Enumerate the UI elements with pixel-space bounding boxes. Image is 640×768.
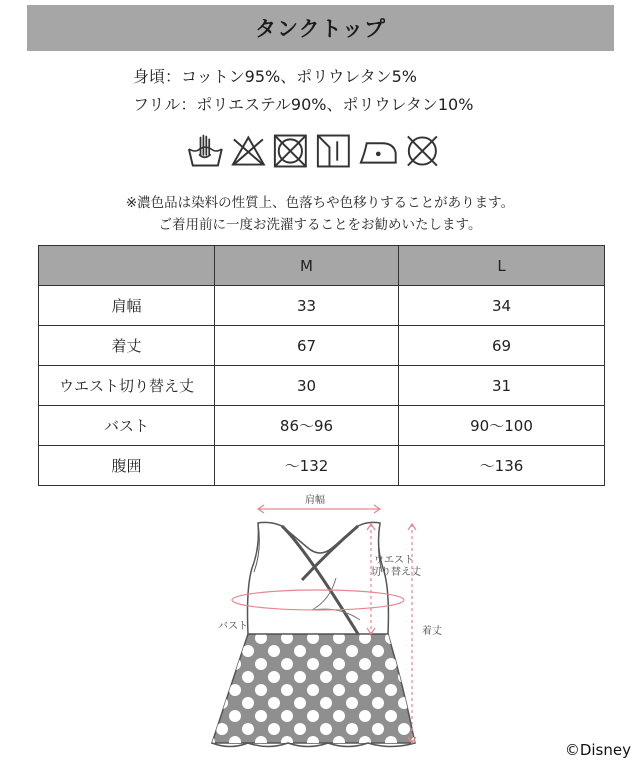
cell-l: 69	[399, 326, 605, 366]
size-table-header	[39, 246, 605, 286]
bust-label: バスト	[218, 621, 248, 632]
no-chlorine-bleach-icon	[229, 131, 268, 171]
cell-m: 33	[215, 286, 399, 326]
care-note-1: ※濃色品は染料の性質上、色落ちや色移りすることがあります。	[125, 195, 515, 211]
row-label: 着丈	[39, 326, 215, 366]
row-label: バスト	[39, 406, 215, 446]
material-frill: フリル：ポリエステル90%、ポリウレタン10%	[133, 95, 474, 114]
bodice-shape	[248, 522, 389, 634]
cell-m: 67	[215, 326, 399, 366]
header-size-l: L	[399, 246, 605, 286]
hand-wash-icon	[186, 131, 225, 171]
no-tumble-dry-icon	[271, 131, 310, 171]
care-icons	[186, 128, 442, 174]
no-dry-clean-icon	[403, 131, 442, 171]
table-row	[39, 446, 605, 486]
table-row	[39, 406, 605, 446]
low-iron-icon	[357, 131, 400, 171]
shoulder-label: 肩幅	[305, 495, 325, 506]
copyright: ©Disney	[564, 741, 631, 759]
care-note-2: ご着用前に一度お洗濯することをお勧めいたします。	[158, 217, 482, 233]
garment-diagram	[190, 488, 460, 768]
skirt-shape	[212, 634, 415, 747]
row-label: 腹囲	[39, 446, 215, 486]
cell-m: 86〜96	[215, 406, 399, 446]
page-title: タンクトップ	[255, 17, 386, 41]
title-bar	[27, 5, 614, 51]
table-row	[39, 326, 605, 366]
cell-l: 〜136	[399, 446, 605, 486]
row-label: 肩幅	[39, 286, 215, 326]
cell-l: 31	[399, 366, 605, 406]
length-label: 着丈	[422, 626, 442, 637]
table-row	[39, 286, 605, 326]
material-body: 身頃：コットン95%、ポリウレタン5%	[133, 67, 417, 86]
header-size-m: M	[215, 246, 399, 286]
size-table	[38, 245, 605, 486]
waist-label-2: 切り替え丈	[371, 567, 421, 578]
cell-l: 90〜100	[399, 406, 605, 446]
cell-m: 30	[215, 366, 399, 406]
cell-m: 〜132	[215, 446, 399, 486]
row-label: ウエスト切り替え丈	[39, 366, 215, 406]
header-blank	[39, 246, 215, 286]
cell-l: 34	[399, 286, 605, 326]
shade-dry-icon	[314, 131, 353, 171]
waist-label-1: ウエスト	[374, 555, 414, 566]
table-row	[39, 366, 605, 406]
